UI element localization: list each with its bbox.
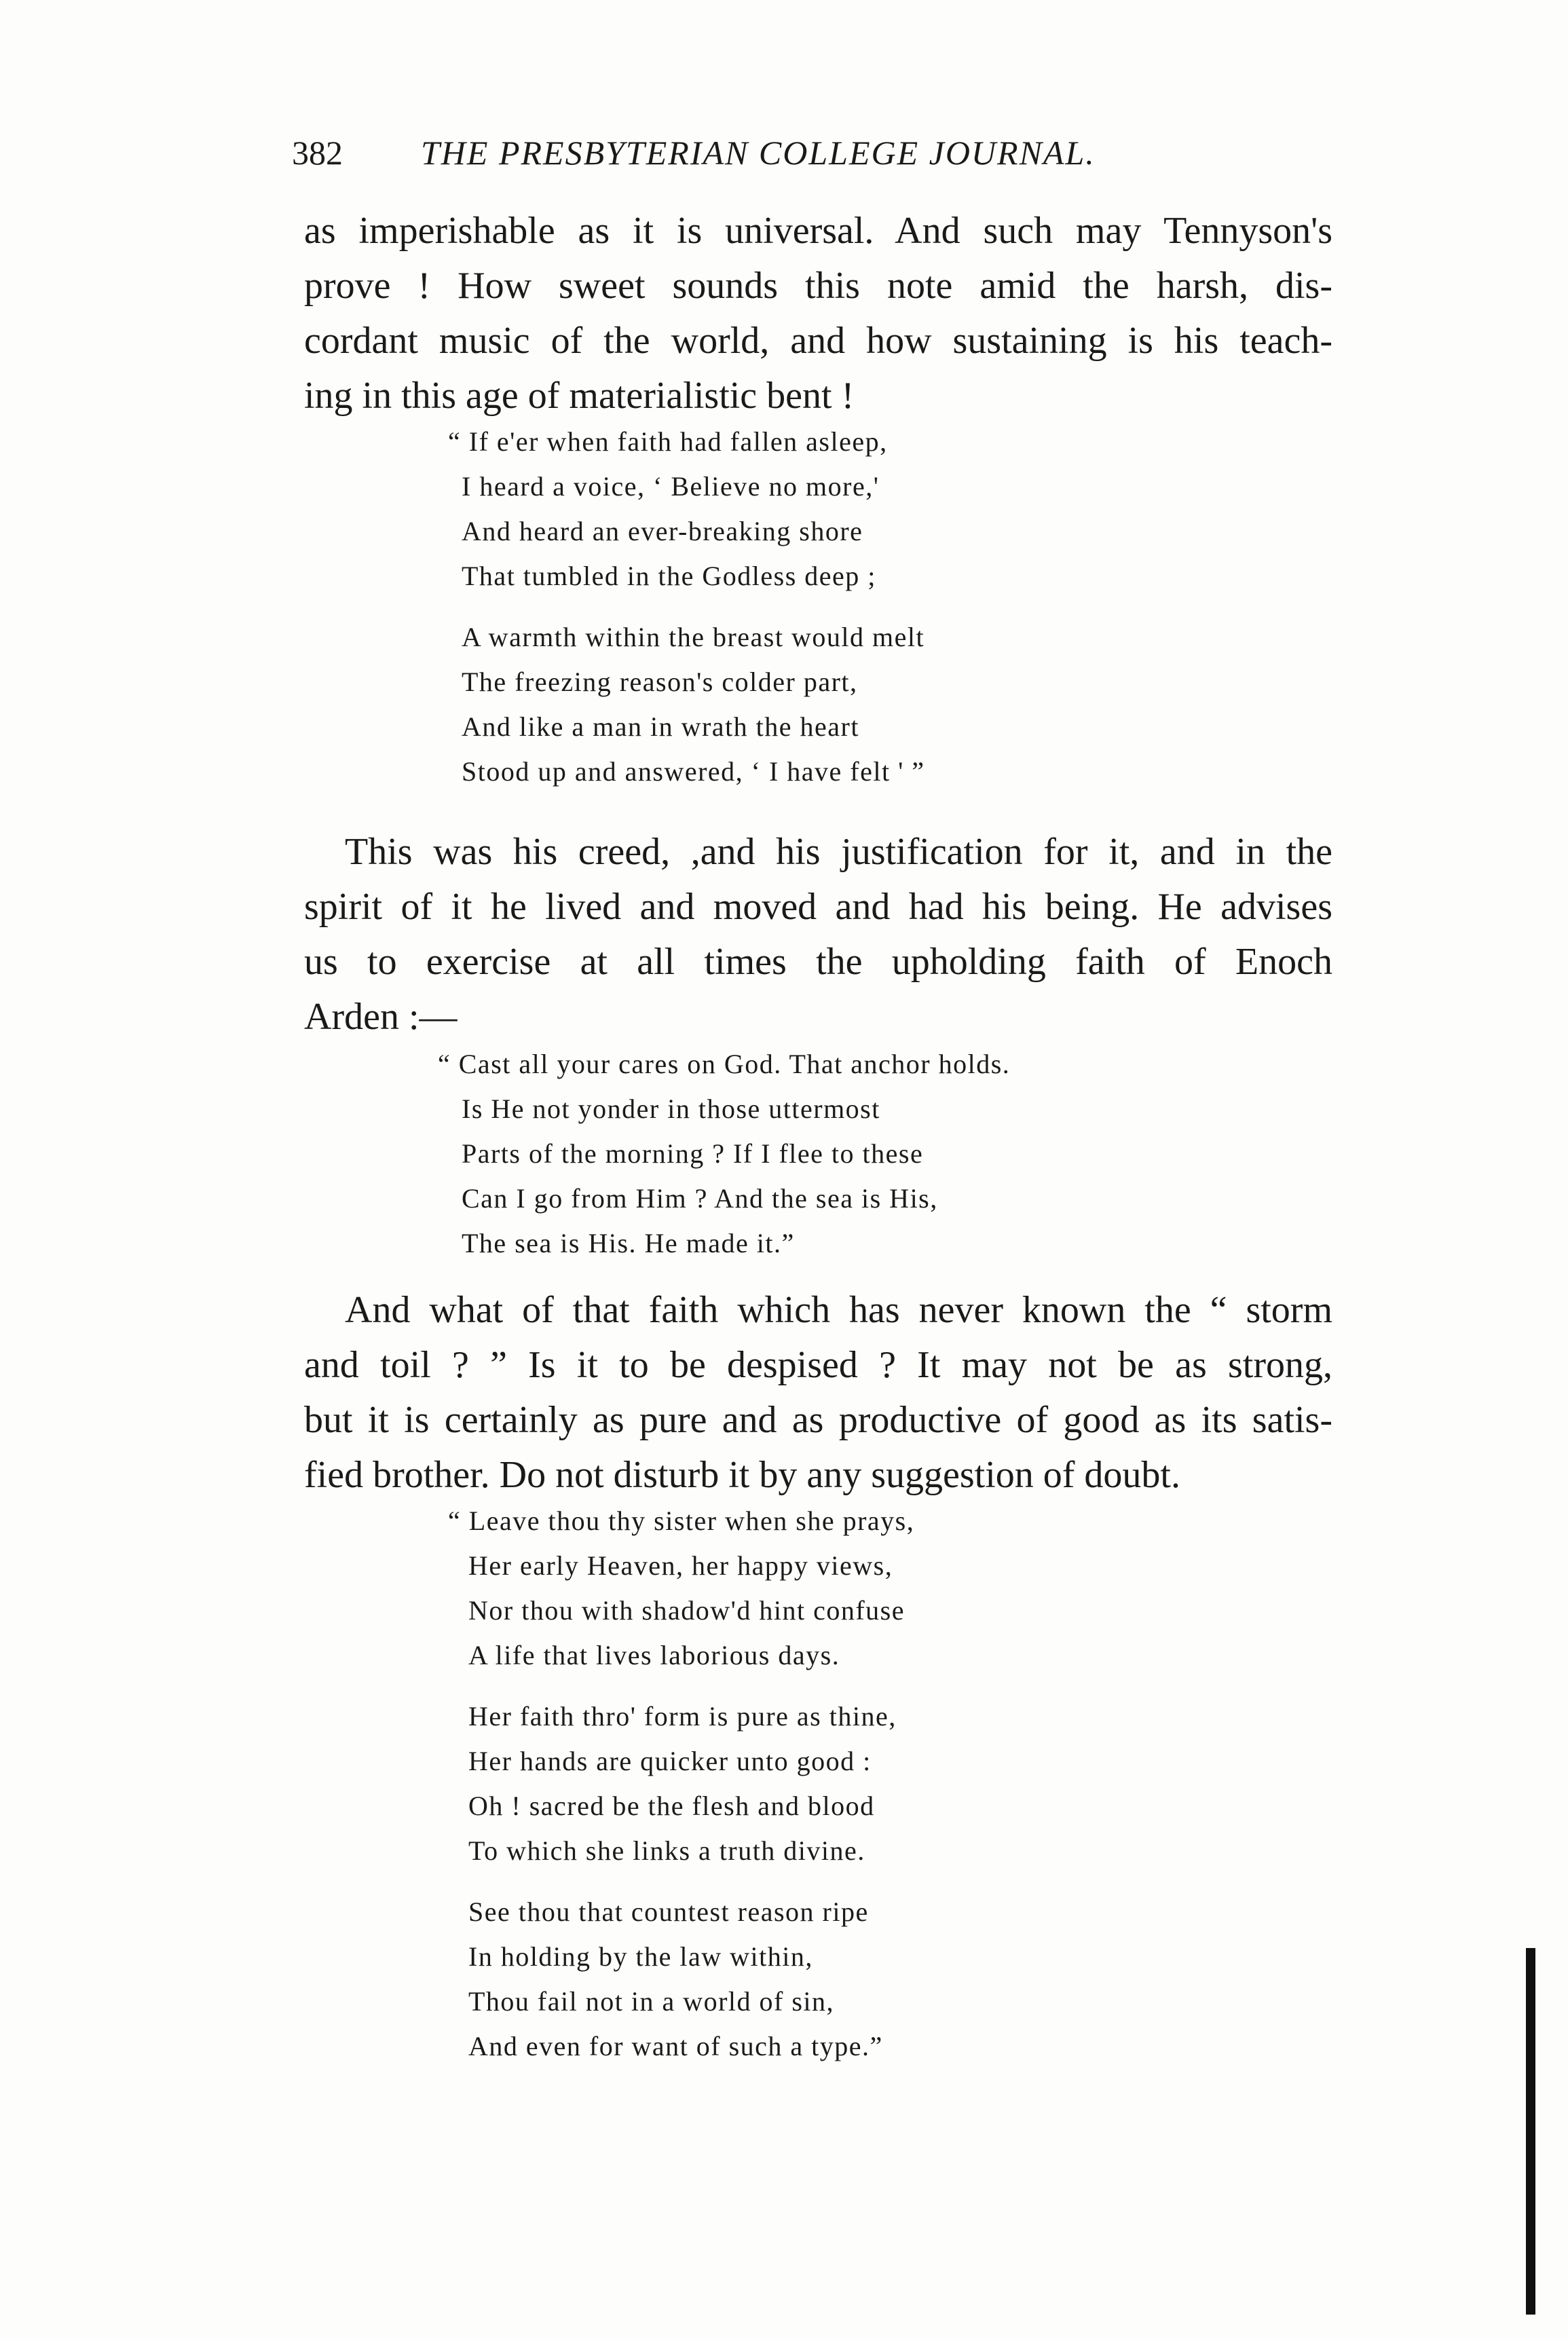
poem-1-line: And like a man in wrath the heart: [462, 711, 859, 742]
poem-1-line: Stood up and answered, ‘ I have felt ' ”: [462, 756, 925, 787]
scan-edge-bar: [1526, 1948, 1535, 2315]
paragraph-2-line: us to exercise at all times the upholding faith of Enoch: [304, 941, 1332, 983]
poem-2-line: Is He not yonder in those uttermost: [462, 1093, 880, 1124]
poem-2-line: “ Cast all your cares on God. That anchor holds.: [438, 1049, 1011, 1079]
paragraph-3: [304, 1283, 1332, 1503]
poem-1-line: That tumbled in the Godless deep ;: [462, 561, 876, 591]
poem-2-line: The sea is His. He made it.”: [462, 1228, 795, 1258]
poem-3-line: “ Leave thou thy sister when she prays,: [448, 1505, 915, 1536]
page-number: 382: [292, 134, 343, 172]
paragraph-3-line: and toil ? ” Is it to be despised ? It may not be as strong,: [304, 1344, 1332, 1386]
paragraph-1-line: ing in this age of materialistic bent !: [304, 375, 855, 417]
poem-1-line: The freezing reason's colder part,: [462, 667, 858, 697]
paragraph-2-line: Arden :—: [304, 996, 458, 1038]
stanza-break: [448, 599, 925, 615]
poem-1-line: “ If e'er when faith had fallen asleep,: [448, 426, 888, 457]
paragraph-3-line: And what of that faith which has never known the “ storm: [345, 1289, 1332, 1331]
poem-2-line: Parts of the morning ? If I flee to these: [462, 1138, 924, 1169]
paragraph-1-line: as imperishable as it is universal. And such may Tennyson's: [304, 210, 1332, 252]
paragraph-1-line: prove ! How sweet sounds this note amid the harsh, dis-: [304, 265, 1332, 307]
poem-3-line: Oh ! sacred be the flesh and blood: [468, 1791, 875, 1821]
poem-3-line: Thou fail not in a world of sin,: [468, 1986, 835, 2017]
poem-1-line: And heard an ever-breaking shore: [462, 516, 863, 546]
paragraph-3-line: but it is certainly as pure and as productive of good as its satis-: [304, 1399, 1332, 1441]
poem-3-line: Her hands are quicker unto good :: [468, 1746, 872, 1776]
paragraph-1-line: cordant music of the world, and how sustaining is his teach-: [304, 320, 1332, 362]
poem-3-line: Her faith thro' form is pure as thine,: [468, 1701, 897, 1732]
paragraph-3-line: fied brother. Do not disturb it by any suggestion of doubt.: [304, 1454, 1180, 1496]
paragraph-1: [304, 204, 1332, 424]
stanza-break: [448, 1678, 914, 1694]
poem-3: [448, 1499, 914, 2069]
poem-3-line: Her early Heaven, her happy views,: [468, 1550, 893, 1581]
paragraph-2-line: This was his creed, ,and his justification for it, and in the: [345, 831, 1332, 873]
poem-3-line: A life that lives laborious days.: [468, 1640, 840, 1670]
poem-3-line: See thou that countest reason ripe: [468, 1896, 869, 1927]
journal-title: THE PRESBYTERIAN COLLEGE JOURNAL.: [421, 134, 1096, 172]
paragraph-2-line: spirit of it he lived and moved and had his being. He advises: [304, 886, 1332, 928]
poem-3-line: In holding by the law within,: [468, 1941, 813, 1972]
poem-3-line: To which she links a truth divine.: [468, 1835, 865, 1866]
poem-1-line: A warmth within the breast would melt: [462, 622, 925, 652]
stanza-break: [448, 1873, 914, 1890]
poem-3-line: Nor thou with shadow'd hint confuse: [468, 1595, 905, 1626]
poem-1: [448, 419, 925, 794]
paragraph-2: [304, 825, 1332, 1045]
poem-2: [438, 1042, 1010, 1266]
poem-3-line: And even for want of such a type.”: [468, 2031, 883, 2061]
poem-1-line: I heard a voice, ‘ Believe no more,': [462, 471, 880, 502]
poem-2-line: Can I go from Him ? And the sea is His,: [462, 1183, 938, 1214]
